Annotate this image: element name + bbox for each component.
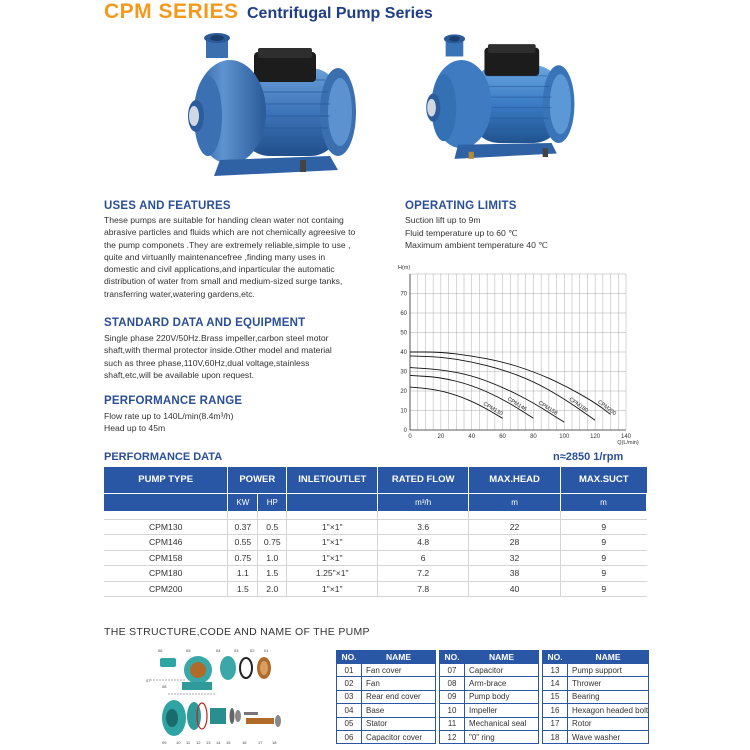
parts-table-3 <box>542 650 649 744</box>
part-name: Pump body <box>465 690 539 703</box>
part-name: Wave washer <box>568 730 649 743</box>
part-name: Impeller <box>465 704 539 717</box>
performance-heading: PERFORMANCE DATA <box>104 451 223 463</box>
part-no: 12 <box>440 730 465 743</box>
svg-text:17: 17 <box>258 740 263 745</box>
col-rated-flow: RATED FLOW <box>378 467 469 493</box>
limit-line: Maximum ambient temperature 40 ℃ <box>405 240 548 250</box>
cell-suct: 9 <box>561 535 647 551</box>
series-label: CPM158 <box>536 400 559 417</box>
cell-hp: 0.5 <box>258 519 287 535</box>
svg-text:13: 13 <box>206 740 211 745</box>
list-item <box>440 730 539 743</box>
svg-text:10: 10 <box>176 740 181 745</box>
svg-text:11: 11 <box>186 740 191 745</box>
list-item <box>337 717 436 730</box>
pump-photo-right <box>418 30 588 180</box>
table-row <box>104 535 647 551</box>
range-heading: PERFORMANCE RANGE <box>104 395 243 407</box>
list-item <box>337 704 436 717</box>
standard-line: shaft,with thermal protector inside.Other model and material <box>104 345 332 356</box>
y-tick-label: 70 <box>400 291 407 298</box>
unit-head: m <box>469 493 561 511</box>
col-pump-type: PUMP TYPE <box>104 467 228 493</box>
standard-line: shaft,etc,will be available upon request. <box>104 369 255 380</box>
uses-line: distribution of water from small and medium-sized surge tanks, <box>104 276 343 287</box>
part-name: Fan <box>362 677 436 690</box>
list-item <box>543 730 649 743</box>
svg-text:15: 15 <box>226 740 231 745</box>
y-tick-label: 20 <box>400 389 407 395</box>
svg-text:18: 18 <box>272 740 277 745</box>
unit-kw: KW <box>228 493 258 511</box>
cell-type: CPM130 <box>104 519 228 535</box>
uses-heading: USES AND FEATURES <box>104 200 231 212</box>
cell-hp: 1.0 <box>258 550 287 566</box>
cell-flow: 4.8 <box>378 535 469 551</box>
table-row <box>104 550 647 566</box>
table-row <box>104 581 647 597</box>
page-title <box>104 0 433 24</box>
part-name: Fan cover <box>362 664 436 677</box>
series-label: CPM200 <box>596 399 617 417</box>
table-header-row <box>104 467 647 493</box>
svg-text:12: 12 <box>196 740 201 745</box>
part-no: 18 <box>543 730 568 743</box>
range-head: Head up to 45m <box>104 423 166 434</box>
parts-col-name: NAME <box>465 651 539 664</box>
part-name: Capacitor <box>465 664 539 677</box>
uses-line: abrasive particles and fluids which are not chemically agreesive to <box>104 227 356 238</box>
range-text <box>104 410 233 435</box>
list-item <box>440 717 539 730</box>
unit-blank <box>104 493 228 511</box>
limit-line: Fluid temperature up to 60 ℃ <box>405 227 518 238</box>
y-tick-label: 60 <box>400 311 407 317</box>
svg-text:03: 03 <box>234 648 239 653</box>
list-item <box>337 677 436 690</box>
part-no: 03 <box>337 690 362 703</box>
uses-line: domestic and civil applications,and inparticular the automatic <box>104 264 335 275</box>
y-tick-label: 0 <box>403 428 407 434</box>
cell-type: CPM200 <box>104 581 228 597</box>
series-subtitle: Centrifugal Pump Series <box>246 5 433 22</box>
uses-text <box>104 214 355 300</box>
cell-head: 32 <box>469 550 561 566</box>
x-axis-label: Q(L/min) <box>617 440 639 446</box>
standard-heading: STANDARD DATA AND EQUIPMENT <box>104 317 306 329</box>
part-no: 07 <box>440 664 465 677</box>
series-title: CPM SERIES <box>104 0 239 23</box>
list-item <box>440 690 539 703</box>
uses-line: quite and virtuanlly maintenancefree ,finding many uses in <box>104 251 326 262</box>
cell-kw: 1.1 <box>228 566 258 582</box>
x-tick-label: 80 <box>530 434 537 440</box>
y-axis-label: H(m) <box>398 265 411 271</box>
cell-head: 40 <box>469 581 561 597</box>
col-power: POWER <box>228 467 287 493</box>
x-tick-label: 100 <box>559 434 570 440</box>
parts-header <box>440 651 539 664</box>
unit-suct: m <box>561 493 647 511</box>
y-tick-label: 50 <box>400 330 407 337</box>
list-item <box>543 677 649 690</box>
part-name: Rear end cover <box>362 690 436 703</box>
series-label: CPM180 <box>567 396 589 414</box>
cell-kw: 0.37 <box>228 519 258 535</box>
x-tick-label: 120 <box>590 434 601 440</box>
cell-flow: 3.6 <box>378 519 469 535</box>
cell-hp: 1.5 <box>258 566 287 582</box>
svg-text:04: 04 <box>216 648 221 653</box>
series-label: CPM146 <box>506 396 528 413</box>
limits-heading: OPERATING LIMITS <box>405 200 517 212</box>
cell-head: 38 <box>469 566 561 582</box>
unit-hp: HP <box>258 493 287 511</box>
list-item <box>337 730 436 743</box>
structure-heading: THE STRUCTURE,CODE AND NAME OF THE PUMP <box>104 626 370 638</box>
cell-inlet: 1"×1" <box>287 550 378 566</box>
cell-kw: 1.5 <box>228 581 258 597</box>
part-name: "0" ring <box>465 730 539 743</box>
cell-kw: 0.55 <box>228 535 258 551</box>
part-name: Stator <box>362 717 436 730</box>
list-item <box>543 664 649 677</box>
list-item <box>543 704 649 717</box>
standard-line: Single phase 220V/50Hz.Brass impeller,carbon steel motor <box>104 333 329 343</box>
col-max-head: MAX.HEAD <box>469 467 561 493</box>
cell-type: CPM180 <box>104 566 228 582</box>
part-name: Thrower <box>568 677 649 690</box>
rpm-label: n≈2850 1/rpm <box>553 451 624 463</box>
cell-flow: 7.8 <box>378 581 469 597</box>
parts-header <box>337 651 436 664</box>
table-units-row <box>104 493 647 511</box>
list-item <box>337 690 436 703</box>
uses-line: transferring water,watering gardens,etc. <box>104 288 255 299</box>
part-no: 08 <box>440 677 465 690</box>
table-spacer-row <box>104 511 647 519</box>
svg-text:06: 06 <box>158 648 163 653</box>
performance-curve-chart <box>390 262 650 448</box>
cell-kw: 0.75 <box>228 550 258 566</box>
part-name: Base <box>362 704 436 717</box>
svg-text:08: 08 <box>162 684 167 689</box>
cell-suct: 9 <box>561 550 647 566</box>
parts-col-no: NO. <box>337 651 362 664</box>
uses-line: These pumps are suitable for handing clean water not containg <box>104 215 344 225</box>
list-item <box>440 664 539 677</box>
svg-text:05: 05 <box>186 648 191 653</box>
part-name: Bearing <box>568 690 649 703</box>
cell-suct: 9 <box>561 519 647 535</box>
cell-flow: 7.2 <box>378 566 469 582</box>
part-name: Mechanical seal <box>465 717 539 730</box>
part-no: 06 <box>337 730 362 743</box>
y-tick-label: 30 <box>400 369 407 376</box>
cell-suct: 9 <box>561 581 647 597</box>
uses-line: the pump componets .They are extremely reliable,simple to use , <box>104 239 351 250</box>
svg-text:02: 02 <box>250 648 255 653</box>
col-max-suct: MAX.SUCT <box>561 467 647 493</box>
svg-text:01: 01 <box>264 648 269 653</box>
part-no: 10 <box>440 704 465 717</box>
unit-flow: m³/h <box>378 493 469 511</box>
part-name: Hexagon headed bolt <box>568 704 649 717</box>
part-no: 11 <box>440 717 465 730</box>
list-item <box>543 690 649 703</box>
part-name: Arm-brace <box>465 677 539 690</box>
svg-text:09: 09 <box>162 740 167 745</box>
parts-col-name: NAME <box>568 651 649 664</box>
cell-type: CPM146 <box>104 535 228 551</box>
parts-col-no: NO. <box>543 651 568 664</box>
list-item <box>543 717 649 730</box>
cell-head: 22 <box>469 519 561 535</box>
y-tick-label: 40 <box>400 350 407 356</box>
part-no: 04 <box>337 704 362 717</box>
list-item <box>440 677 539 690</box>
part-no: 15 <box>543 690 568 703</box>
list-item <box>337 664 436 677</box>
x-tick-label: 60 <box>499 434 506 440</box>
part-no: 09 <box>440 690 465 703</box>
svg-text:14: 14 <box>216 740 221 745</box>
parts-col-no: NO. <box>440 651 465 664</box>
part-name: Pump support <box>568 664 649 677</box>
svg-text:16: 16 <box>242 740 247 745</box>
limit-line: Suction lift up to 9m <box>405 215 481 225</box>
cell-inlet: 1"×1" <box>287 519 378 535</box>
parts-col-name: NAME <box>362 651 436 664</box>
part-no: 05 <box>337 717 362 730</box>
cell-suct: 9 <box>561 566 647 582</box>
list-item <box>440 704 539 717</box>
cell-inlet: 1.25"×1" <box>287 566 378 582</box>
cell-inlet: 1"×1" <box>287 581 378 597</box>
part-no: 16 <box>543 704 568 717</box>
x-tick-label: 20 <box>437 434 445 440</box>
standard-line: such as three phase,110V,60Hz,dual voltage,stainless <box>104 357 310 368</box>
y-tick-label: 10 <box>400 408 407 415</box>
x-tick-label: 40 <box>468 434 476 440</box>
cell-type: CPM158 <box>104 550 228 566</box>
cell-flow: 6 <box>378 550 469 566</box>
performance-table <box>104 467 647 597</box>
part-name: Capacitor cover <box>362 730 436 743</box>
x-tick-label: 140 <box>620 434 632 440</box>
part-no: 14 <box>543 677 568 690</box>
cell-head: 28 <box>469 535 561 551</box>
svg-text:07: 07 <box>146 678 151 683</box>
col-inlet-outlet: INLET/OUTLET <box>287 467 378 493</box>
table-row <box>104 519 647 535</box>
part-no: 01 <box>337 664 362 677</box>
standard-text <box>104 332 332 381</box>
cell-hp: 2.0 <box>258 581 287 597</box>
parts-table-1 <box>336 650 436 744</box>
part-no: 17 <box>543 717 568 730</box>
parts-table-2 <box>439 650 539 744</box>
exploded-view-diagram <box>146 646 286 746</box>
limits-text <box>405 214 548 252</box>
part-name: Rotor <box>568 717 649 730</box>
unit-blank <box>287 493 378 511</box>
part-no: 13 <box>543 664 568 677</box>
series-label: CPM130 <box>481 401 504 418</box>
x-tick-label: 0 <box>408 434 412 440</box>
part-no: 02 <box>337 677 362 690</box>
cell-hp: 0.75 <box>258 535 287 551</box>
cell-inlet: 1"×1" <box>287 535 378 551</box>
pump-photo-left <box>180 30 370 200</box>
parts-header <box>543 651 649 664</box>
table-row <box>104 566 647 582</box>
range-flow: Flow rate up to 140L/min(8.4m³/h) <box>104 411 234 421</box>
